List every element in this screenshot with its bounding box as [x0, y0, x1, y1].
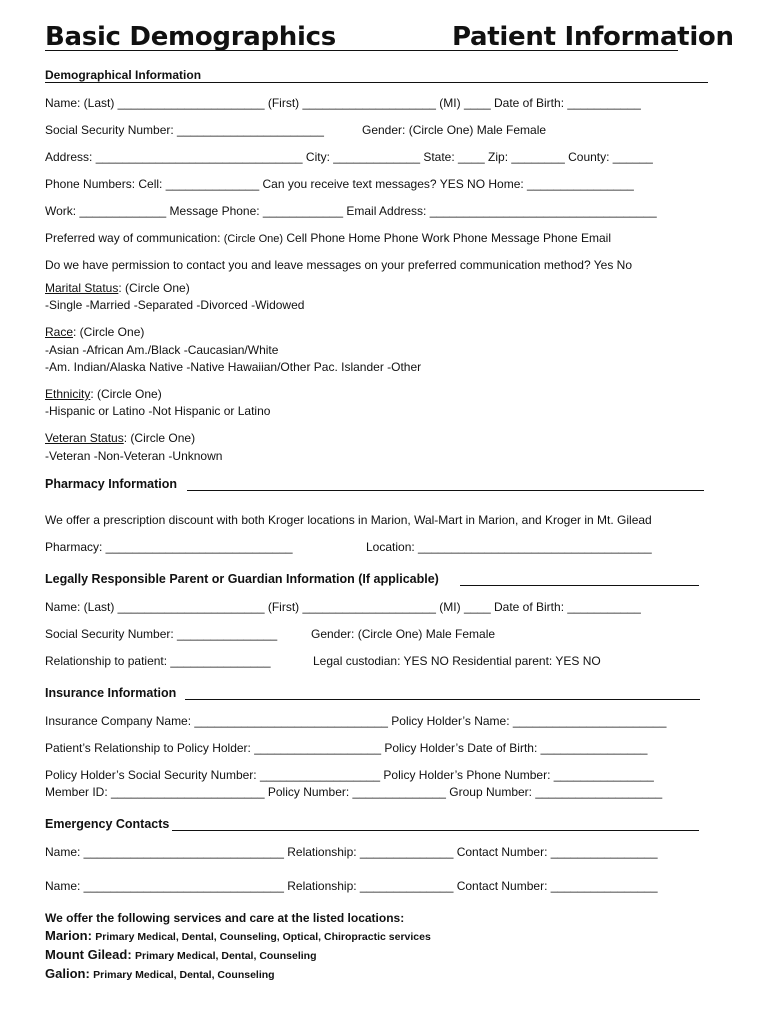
- patient-name-field[interactable]: Name: (Last) ______________________ (First) ____________________ (MI) ____ Date of Birth: ___________: [45, 96, 641, 110]
- pharmacy-field[interactable]: Pharmacy: ____________________________: [45, 540, 293, 554]
- guardian-gender-choice[interactable]: Gender: (Circle One) Male Female: [311, 627, 496, 641]
- marital-status-hint: : (Circle One): [118, 281, 190, 295]
- insurance-section-rule: [185, 699, 700, 700]
- demographics-section-rule: [45, 82, 708, 83]
- ethnicity-label: Ethnicity: [45, 387, 91, 401]
- veteran-status-label-row: [45, 431, 195, 445]
- location-services: Primary Medical, Dental, Counseling: [135, 950, 317, 962]
- pharmacy-discount-note: We offer a prescription discount with both Kroger locations in Marion, Wal-Mart in Marion, and Kroger in Mt. Gilead: [45, 513, 652, 527]
- title-underline: [45, 50, 678, 51]
- location-name: Mount Gilead:: [45, 947, 132, 962]
- member-policy-group-field[interactable]: Member ID: _______________________ Policy Number: ______________ Group Number: ___________________: [45, 785, 663, 799]
- marital-status-options[interactable]: -Single -Married -Separated -Divorced -Widowed: [45, 298, 305, 312]
- demographics-section-title: Demographical Information: [45, 68, 202, 82]
- location-name: Marion:: [45, 928, 92, 943]
- guardian-section-rule: [460, 585, 699, 586]
- contact-permission-choice[interactable]: Do we have permission to contact you and leave messages on your preferred communication method? Yes No: [45, 258, 632, 272]
- guardian-custody-choice[interactable]: Legal custodian: YES NO Residential parent: YES NO: [313, 654, 601, 668]
- ssn-field[interactable]: Social Security Number: ______________________: [45, 123, 324, 137]
- service-location-marion: [45, 929, 431, 944]
- emergency-contact-2-field[interactable]: Name: ______________________________ Relationship: ______________ Contact Number: ________________: [45, 879, 658, 893]
- location-services: Primary Medical, Dental, Counseling: [93, 969, 275, 981]
- ethnicity-hint: : (Circle One): [90, 387, 162, 401]
- service-location-galion: [45, 967, 275, 982]
- veteran-status-hint: : (Circle One): [123, 431, 196, 445]
- guardian-section-title: Legally Responsible Parent or Guardian Information (If applicable): [45, 572, 439, 586]
- location-services: Primary Medical, Dental, Counseling, Optical, Chiropractic services: [95, 931, 431, 943]
- guardian-name-field[interactable]: Name: (Last) ______________________ (First) ____________________ (MI) ____ Date of Birth: ___________: [45, 600, 641, 614]
- location-name: Galion:: [45, 966, 90, 981]
- race-hint: : (Circle One): [73, 325, 145, 339]
- policy-holder-ssn-field[interactable]: Policy Holder’s Social Security Number: __________________ Policy Holder’s Phone Number: _______________: [45, 768, 654, 782]
- ethnicity-options[interactable]: -Hispanic or Latino -Not Hispanic or Latino: [45, 404, 271, 418]
- pharmacy-location-field[interactable]: Location: ___________________________________: [366, 540, 652, 554]
- emergency-section-rule: [172, 830, 699, 831]
- race-label: Race: [45, 325, 74, 339]
- service-location-mount-gilead: [45, 948, 316, 963]
- ethnicity-label-row: [45, 387, 162, 401]
- preferred-circle-hint: (Circle One): [223, 233, 284, 245]
- marital-status-label-row: [45, 281, 190, 295]
- emergency-section-title: Emergency Contacts: [45, 817, 170, 831]
- emergency-contact-1-field[interactable]: Name: ______________________________ Relationship: ______________ Contact Number: ________________: [45, 845, 658, 859]
- guardian-ssn-field[interactable]: Social Security Number: _______________: [45, 627, 278, 641]
- veteran-status-options[interactable]: -Veteran -Non-Veteran -Unknown: [45, 449, 223, 463]
- guardian-relationship-field[interactable]: Relationship to patient: _______________: [45, 654, 271, 668]
- race-options-row-2[interactable]: -Am. Indian/Alaska Native -Native Hawaiian/Other Pac. Islander -Other: [45, 360, 422, 374]
- form-title-right: Patient Information: [452, 22, 734, 52]
- preferred-communication-choice[interactable]: [45, 231, 611, 246]
- marital-status-label: Marital Status: [45, 281, 119, 295]
- race-label-row: [45, 325, 144, 339]
- pharmacy-section-rule: [187, 490, 704, 491]
- pharmacy-section-title: Pharmacy Information: [45, 477, 177, 491]
- phone-numbers-field[interactable]: Phone Numbers: Cell: ______________ Can you receive text messages? YES NO Home: ________________: [45, 177, 634, 191]
- preferred-communication-label: Preferred way of communication:: [45, 231, 224, 245]
- preferred-communication-options[interactable]: Cell Phone Home Phone Work Phone Message Phone Email: [283, 231, 612, 245]
- insurance-section-title: Insurance Information: [45, 686, 177, 700]
- work-email-field[interactable]: Work: _____________ Message Phone: ____________ Email Address: __________________________________: [45, 204, 657, 218]
- form-title-left: Basic Demographics: [45, 22, 336, 52]
- address-field[interactable]: Address: _______________________________ City: _____________ State: ____ Zip: ________ County: ______: [45, 150, 653, 164]
- gender-choice[interactable]: Gender: (Circle One) Male Female: [362, 123, 547, 137]
- insurance-company-field[interactable]: Insurance Company Name: _____________________________ Policy Holder’s Name: _______________________: [45, 714, 667, 728]
- veteran-status-label: Veteran Status: [45, 431, 124, 445]
- services-intro: We offer the following services and care at the listed locations:: [45, 911, 405, 925]
- policy-holder-relationship-field[interactable]: Patient’s Relationship to Policy Holder: ___________________ Policy Holder’s Date of Birth: ________________: [45, 741, 648, 755]
- race-options-row-1[interactable]: -Asian -African Am./Black -Caucasian/White: [45, 343, 279, 357]
